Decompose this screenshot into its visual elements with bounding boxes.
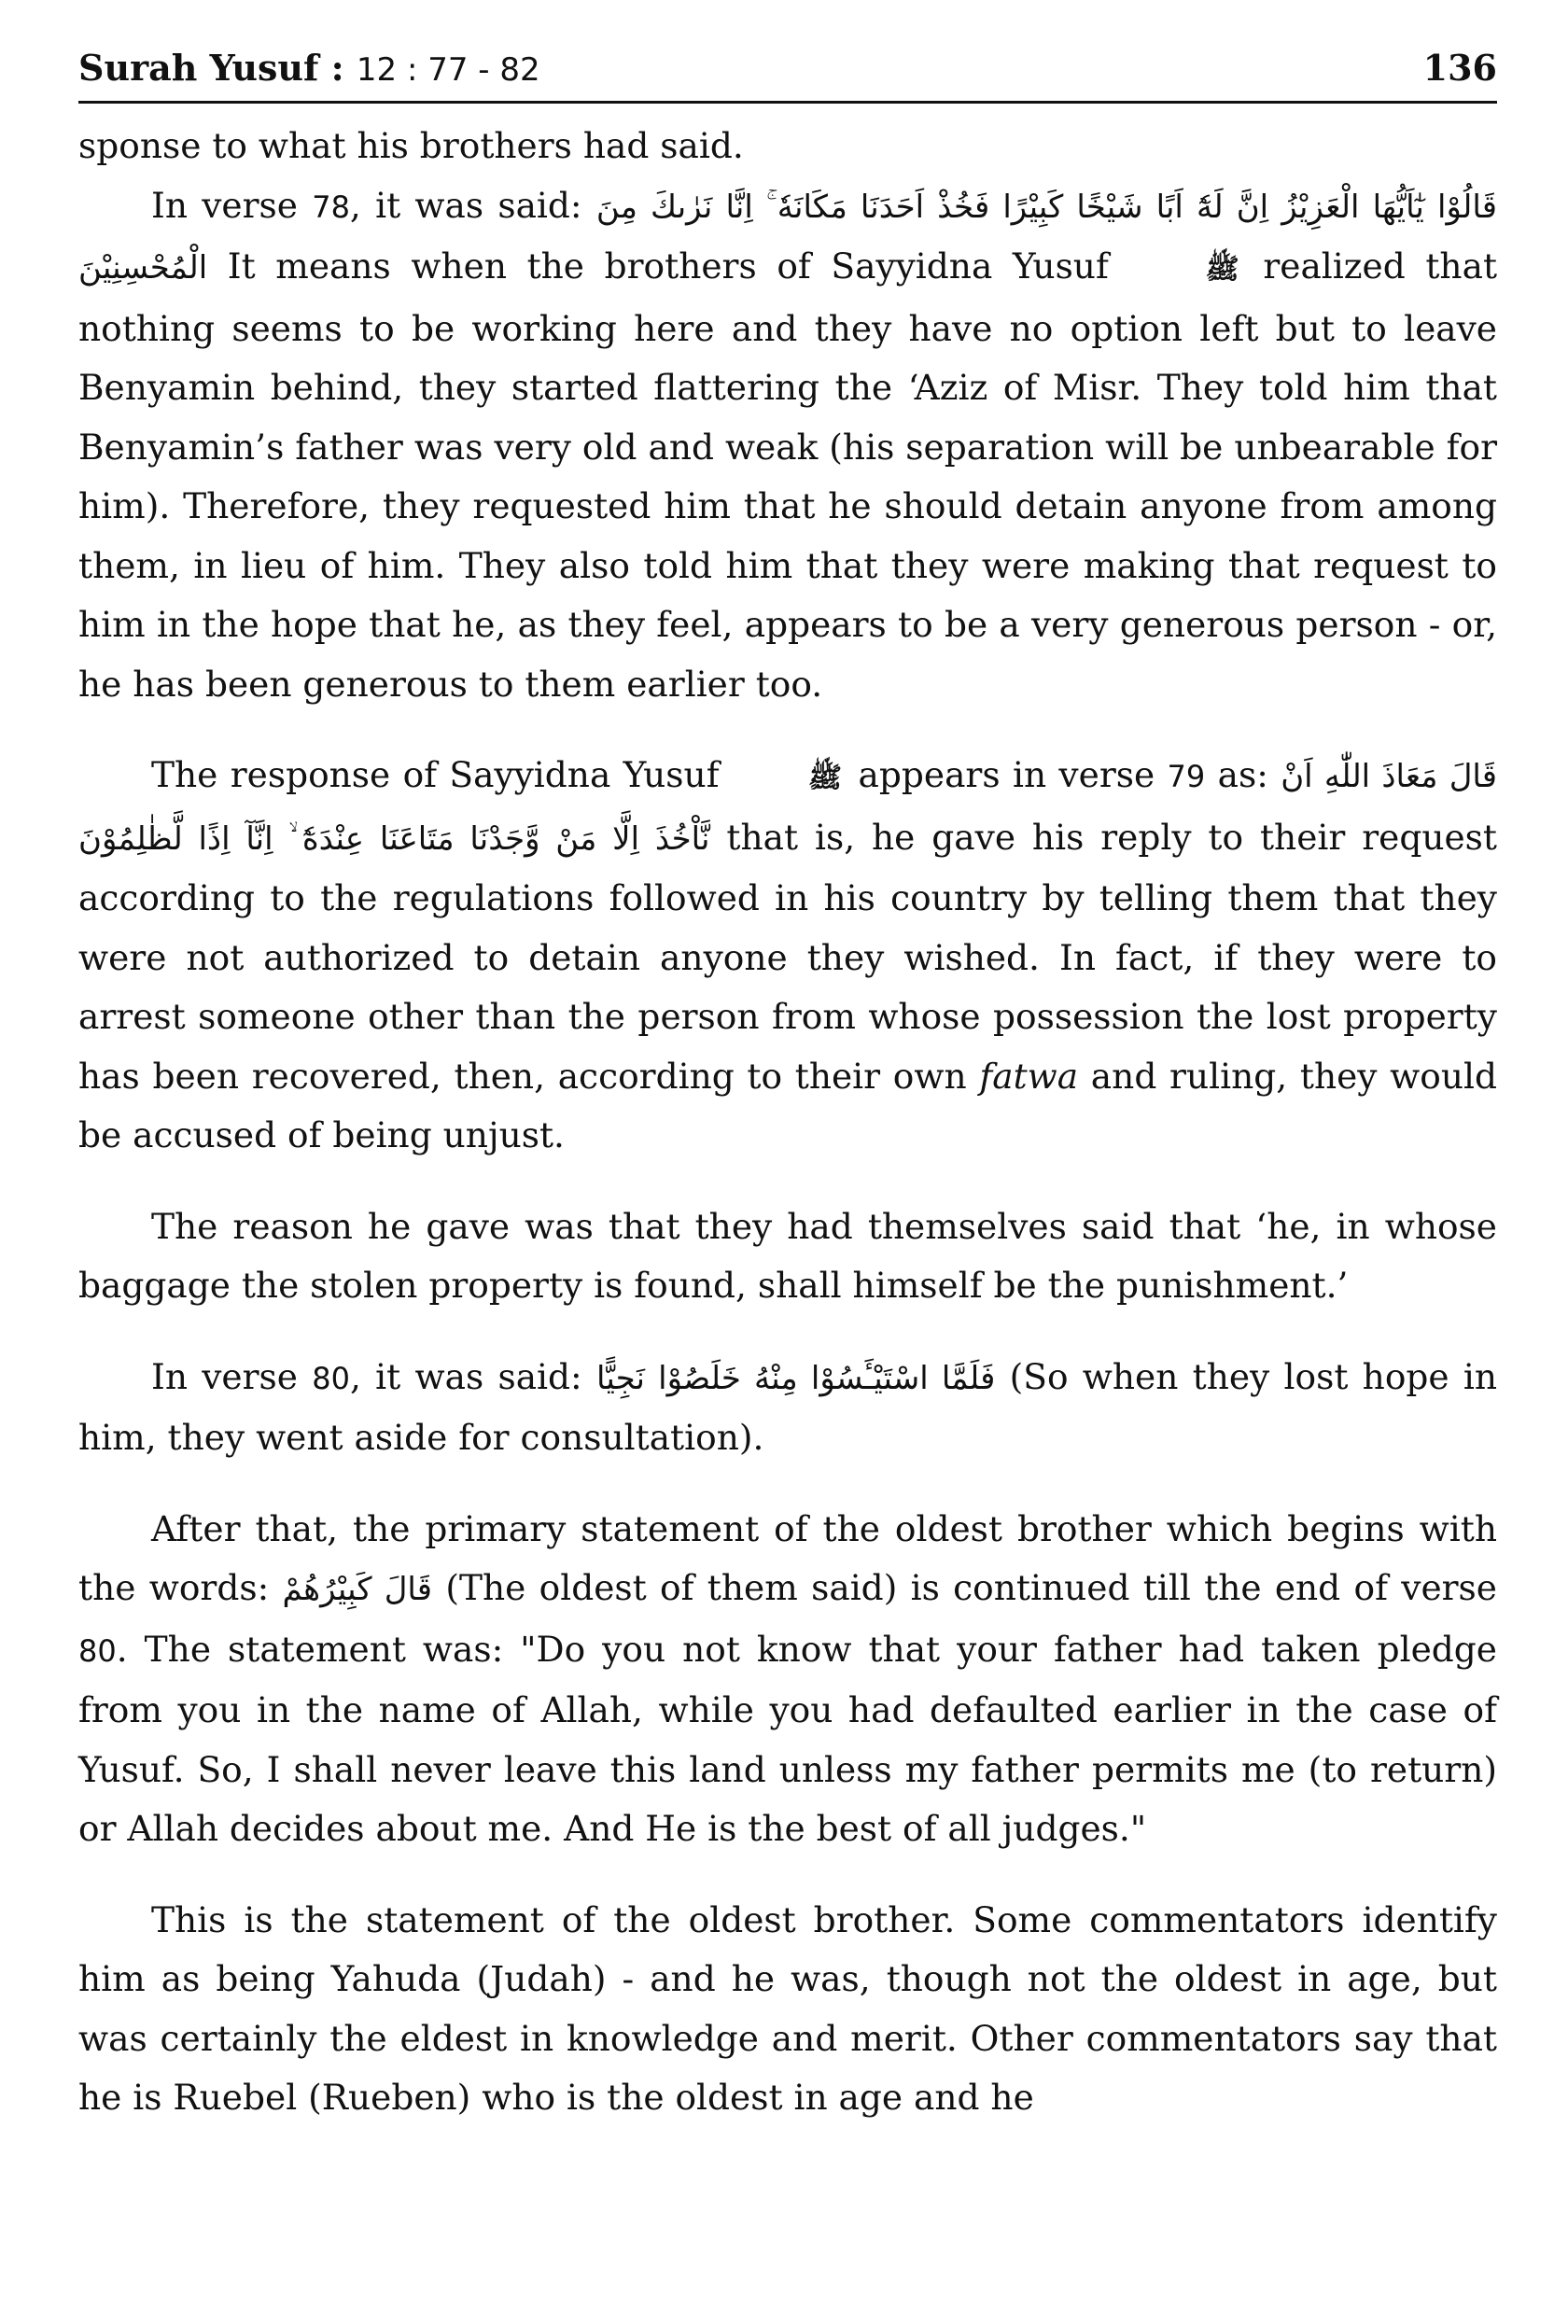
paragraph-1: sponse to what his brothers had said. xyxy=(78,125,744,166)
paragraph-4: The reason he gave was that they had themselves said that ‘he, in whose baggage the stolen property is found, shall himself be the punishment.’ xyxy=(78,1205,1497,1306)
verse-number: 80 xyxy=(312,1360,350,1396)
page-number: 136 xyxy=(1422,47,1497,89)
surah-title: Surah Yusuf : xyxy=(78,47,344,89)
running-header xyxy=(78,35,1497,104)
honorific-symbol: ﷺ xyxy=(1205,253,1239,286)
arabic-quote: قَالَ كَبِيْرُهُمْ xyxy=(282,1571,433,1608)
verse-number: 78 xyxy=(312,189,350,225)
paragraph-5: In verse 80, it was said: فَلَمَّا اسْتَيْـَٔسُوْا مِنْهُ خَلَصُوْا نَجِيًّا (So when they lost hope in him, they went aside for consultation). xyxy=(78,1355,1497,1458)
italic-term: fatwa xyxy=(979,1055,1079,1097)
paragraph-3: The response of Sayyidna Yusuf ﷺ appears in verse 79 as: قَالَ مَعَاذَ اللّٰهِ اَنْ نَّاْخُذَ اِلَّا مَنْ وَّجَدْنَا مَتَاعَنَا عِنْدَهٗٓ ۙ اِنَّآ اِذًا لَّظٰلِمُوْنَ that is, he gave his reply to their request according to the regulations followed in his country by telling them that they were not authorized to detain anyone they wished. In fact, if they were to arrest someone other than the person from whose possession the lost property has been recovered, then, according to their own fatwa and ruling, they would be accused of being unjust. xyxy=(78,746,1497,1166)
paragraph-6: After that, the primary statement of the oldest brother which begins with the words: قَالَ كَبِيْرُهُمْ (The oldest of them said) is continued till the end of verse 80. The statement was: "Do you not know that your father had taken pledge from you in the name of Allah, while you had defaulted earlier in the case of Yusuf. So, I shall never leave this land unless my father permits me (to return) or Allah decides about me. And He is the best of all judges." xyxy=(78,1507,1497,1849)
verse-reference: 12 : 77 - 82 xyxy=(356,51,540,89)
honorific-symbol: ﷺ xyxy=(807,762,843,794)
arabic-quote: قَالُوْا يٰٓاَيُّهَا الْعَزِيْزُ اِنَّ لَهٗٓ اَبًا شَيْخًا كَبِيْرًا فَخُذْ اَحَدَنَا مَكَانَهٗ ۚ اِنَّا نَرٰىكَ مِنَ الْمُحْسِنِيْنَ xyxy=(78,188,1498,287)
paragraph-2: In verse 78, it was said: قَالُوْا يٰٓاَيُّهَا الْعَزِيْزُ اِنَّ لَهٗٓ اَبًا شَيْخًا كَبِيْرًا فَخُذْ اَحَدَنَا مَكَانَهٗ ۚ اِنَّا نَرٰىكَ مِنَ الْمُحْسِنِيْنَ It means when the brothers of Sayyidna Yusuf ﷺ realized that nothing seems to be working here and they have no option left but to leave Benyamin behind, they started flattering the ‘Aziz of Misr. They told him that Benyamin’s father was very old and weak (his separation will be unbearable for him). Therefore, they requested him that he should detain anyone from among them, in lieu of him. They also told him that they were making that request to him in the hope that he, as they feel, appears to be a very generous person - or, he has been generous to them earlier too. xyxy=(78,184,1498,705)
verse-number: 79 xyxy=(1167,759,1206,794)
arabic-quote: فَلَمَّا اسْتَيْـَٔسُوْا مِنْهُ خَلَصُوْا نَجِيًّا xyxy=(595,1359,996,1397)
paragraph-7: This is the statement of the oldest brother. Some commentators identify him as being Yahuda (Judah) - and he was, though not the oldest in age, but was certainly the eldest in knowledge and merit. Other commentators say that he is Ruebel (Rueben) who is the oldest in age and he xyxy=(78,1898,1497,2118)
verse-number: 80 xyxy=(78,1632,117,1669)
arabic-quote: قَالَ مَعَاذَ اللّٰهِ اَنْ نَّاْخُذَ اِلَّا مَنْ وَّجَدْنَا مَتَاعَنَا عِنْدَهٗٓ ۙ اِنَّآ اِذًا لَّظٰلِمُوْنَ xyxy=(78,758,1498,858)
document-page xyxy=(78,35,1497,2128)
header-left xyxy=(78,35,540,103)
body-text xyxy=(78,117,1497,2128)
